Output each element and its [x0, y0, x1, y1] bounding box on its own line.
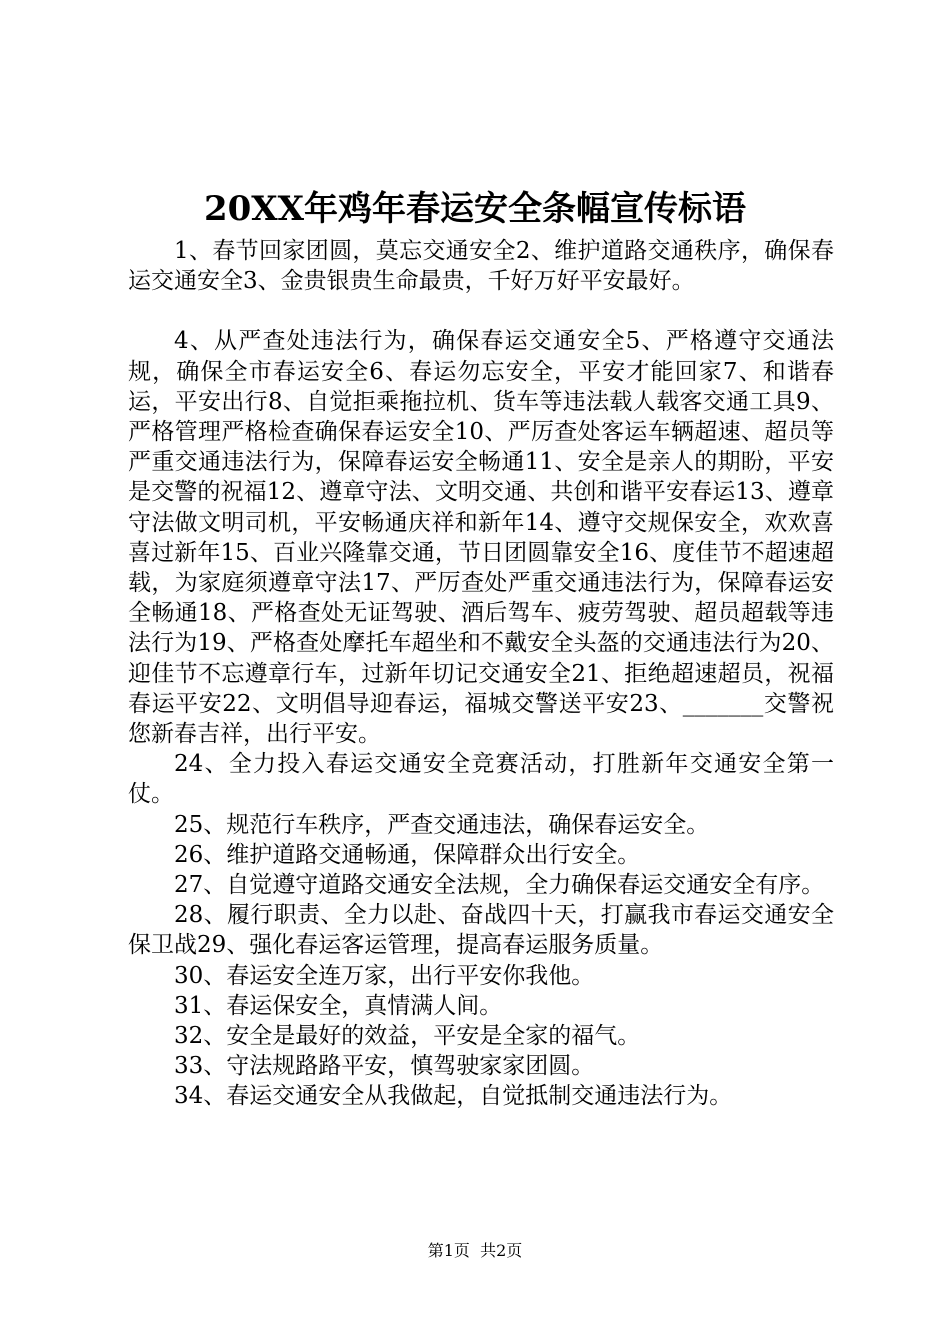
- paragraph: 25、规范行车秩序，严查交通违法，确保春运安全。: [174, 811, 710, 838]
- paragraph: 34、春运交通安全从我做起，自觉抵制交通违法行为。: [174, 1083, 733, 1110]
- document-body: [128, 236, 834, 1112]
- paragraph: 31、春运保安全，真情满人间。: [174, 992, 503, 1019]
- paragraph: 28、履行职责、全力以赴、奋战四十天，打赢我市春运交通安全保卫战29、强化春运客运管理，提高春运服务质量。: [128, 902, 834, 959]
- page-number: 第1页: [427, 1241, 470, 1260]
- paragraph: 26、维护道路交通畅通，保障群众出行安全。: [174, 841, 641, 868]
- paragraph: 1、春节回家团圆，莫忘交通安全2、维护道路交通秩序，确保春运交通安全3、金贵银贵生命最贵，千好万好平安最好。: [128, 238, 834, 295]
- page-total: 共2页: [480, 1241, 523, 1260]
- paragraph-spacer: [128, 296, 834, 326]
- paragraph: 27、自觉遵守道路交通安全法规，全力确保春运交通安全有序。: [174, 872, 825, 899]
- paragraph: 32、安全是最好的效益，平安是全家的福气。: [174, 1023, 641, 1050]
- paragraph: 4、从严查处违法行为，确保春运交通安全5、严格遵守交通法规，确保全市春运安全6、春运勿忘安全，平安才能回家7、和谐春运，平安出行8、自觉拒乘拖拉机、货车等违法载人载客交通工具9、严格管理严格检查确保春运安全10、严厉查处客运车辆超速、超员等严重交通违法行为，保障春运安全畅通11、安全是亲人的期盼，平安是交警的祝福12、遵章守法、文明交通、共创和谐平安春运13、遵章守法做文明司机，平安畅通庆祥和新年14、遵守交规保安全，欢欢喜喜过新年15、百业兴隆靠交通，节日团圆靠安全16、度佳节不超速超载，为家庭须遵章守法17、严厉查处严重交通违法行为，保障春运安全畅通18、严格查处无证驾驶、酒后驾车、疲劳驾驶、超员超载等违法行为19、严格查处摩托车超坐和不戴安全头盔的交通违法行为20、迎佳节不忘遵章行车，过新年切记交通安全21、拒绝超速超员，祝福春运平安22、文明倡导迎春运，福城交警送平安23、_______交警祝您新春吉祥，出行平安。: [128, 328, 834, 748]
- paragraph: 33、守法规路路平安，慎驾驶家家团圆。: [174, 1053, 595, 1080]
- page-footer: [0, 1240, 950, 1262]
- paragraph: 24、全力投入春运交通安全竞赛活动，打胜新年交通安全第一仗。: [128, 751, 834, 808]
- paragraph: 30、春运安全连万家，出行平安你我他。: [174, 962, 595, 989]
- document-title: 20XX年鸡年春运安全条幅宣传标语: [203, 189, 747, 229]
